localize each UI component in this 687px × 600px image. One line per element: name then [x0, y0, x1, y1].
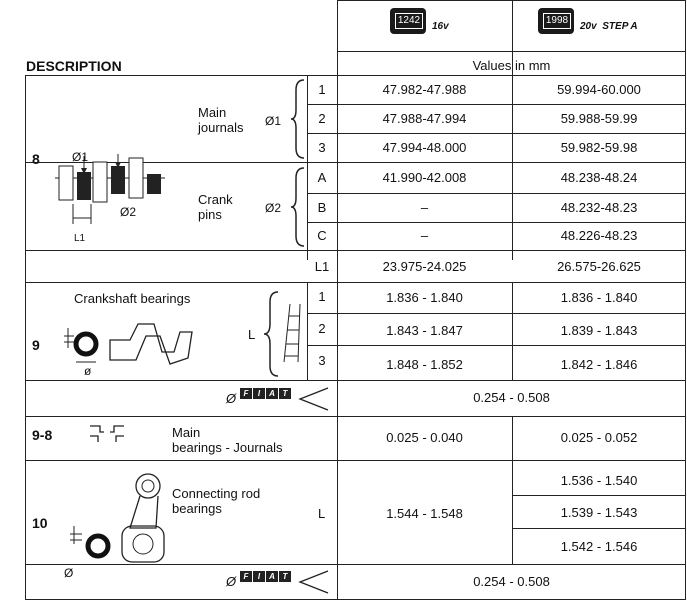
value-1242: 0.025 - 0.040 [386, 430, 463, 445]
section9-number: 9 [32, 337, 40, 353]
engine2-code: 1998 [543, 13, 571, 29]
engine2-label: 20v STEP A [580, 21, 638, 32]
row-key: 3 [318, 140, 326, 155]
value-1998: 48.232-48.23 [560, 200, 638, 215]
undersize-symbol-10: Ø [226, 574, 237, 589]
row-key: A [317, 170, 327, 185]
units-label: Values in mm [472, 58, 551, 73]
section9-symbol: L [248, 327, 256, 342]
engine-1242-icon [390, 8, 426, 34]
engine1-label: 16v [432, 21, 449, 32]
value-1242: – [420, 228, 429, 243]
engine-1998-icon [538, 8, 574, 34]
value-1242: 47.994-48.000 [382, 140, 467, 155]
fiat-logo-icon: F I A T [240, 388, 291, 399]
row-key: L1 [314, 259, 330, 274]
value-1242: 1.848 - 1.852 [386, 357, 463, 372]
value-1242: 47.982-47.988 [382, 82, 467, 97]
section10-number: 10 [32, 515, 48, 531]
undersize-symbol-9: Ø [226, 391, 237, 406]
crankshaft-bearing-diagram [60, 312, 200, 382]
value-1242: 1.843 - 1.847 [386, 323, 463, 338]
value-1998: 48.238-48.24 [560, 170, 638, 185]
main-journals-symbol: Ø1 [265, 114, 282, 128]
less-than-icon [298, 569, 330, 595]
value-1998: 1.842 - 1.846 [560, 357, 638, 372]
connecting-rod-diagram [60, 466, 170, 566]
bearing-diameter-label: ø [84, 364, 92, 378]
crank-pins-label-1: Crank [198, 192, 233, 207]
value-1242: 47.988-47.994 [382, 111, 467, 126]
section8-number: 8 [32, 151, 40, 167]
value-1242: 41.990-42.008 [382, 170, 467, 185]
brace-crank-icon [290, 166, 306, 248]
value-1242: 23.975-24.025 [382, 259, 467, 274]
row-key: 1 [318, 82, 326, 97]
main-bearings-label-1: Main [172, 425, 201, 440]
brace-main-icon [290, 78, 306, 160]
brace-ladder-icon [262, 290, 310, 378]
conrod-bearings-label-1: Connecting rod [172, 486, 261, 501]
diagram-d2-label: Ø2 [120, 205, 137, 219]
value-1998-row1: 1.536 - 1.540 [560, 473, 638, 488]
undersize-value-10: 0.254 - 0.508 [473, 574, 550, 589]
value-1998: 1.839 - 1.843 [560, 323, 638, 338]
rod-diameter-label: Ø [64, 566, 74, 580]
section98-number: 9-8 [32, 427, 53, 443]
value-1998: 1.836 - 1.840 [560, 290, 638, 305]
bearing-clearance-icon [88, 422, 128, 444]
conrod-bearings-label-2: bearings [172, 501, 222, 516]
crankshaft-bearings-label: Crankshaft bearings [74, 291, 191, 306]
description-label: DESCRIPTION [26, 58, 122, 74]
main-journals-label-2: journals [198, 120, 244, 135]
value-1242: 1.544 - 1.548 [386, 506, 463, 521]
value-1998-row3: 1.542 - 1.546 [560, 539, 638, 554]
row-key: 2 [318, 321, 326, 336]
main-journals-label-1: Main [198, 105, 227, 120]
less-than-icon [298, 386, 330, 412]
value-1998: 59.988-59.99 [560, 111, 638, 126]
diagram-l1-label: L1 [74, 233, 86, 244]
undersize-value-9: 0.254 - 0.508 [473, 390, 550, 405]
crank-pins-label-2: pins [198, 207, 222, 222]
value-1998-row2: 1.539 - 1.543 [560, 505, 638, 520]
main-bearings-label-2: bearings - Journals [172, 440, 283, 455]
value-1998: 59.994-60.000 [557, 82, 641, 97]
row-key: C [317, 228, 327, 243]
row-key: 1 [318, 289, 326, 304]
section10-symbol: L [318, 506, 326, 521]
value-1242: 1.836 - 1.840 [386, 290, 463, 305]
diagram-d1-label: Ø1 [72, 150, 89, 164]
engine1-code: 1242 [395, 13, 423, 29]
row-key: 3 [318, 353, 326, 368]
value-1998: 48.226-48.23 [560, 228, 638, 243]
fiat-logo-icon: F I A T [240, 571, 291, 582]
value-1998: 0.025 - 0.052 [560, 430, 638, 445]
row-key: B [317, 200, 327, 215]
value-1998: 59.982-59.98 [560, 140, 638, 155]
row-key: 2 [318, 111, 326, 126]
value-1242: – [420, 200, 429, 215]
value-1998: 26.575-26.625 [557, 259, 641, 274]
crank-pins-symbol: Ø2 [265, 201, 282, 215]
crankshaft-diagram [45, 148, 175, 248]
